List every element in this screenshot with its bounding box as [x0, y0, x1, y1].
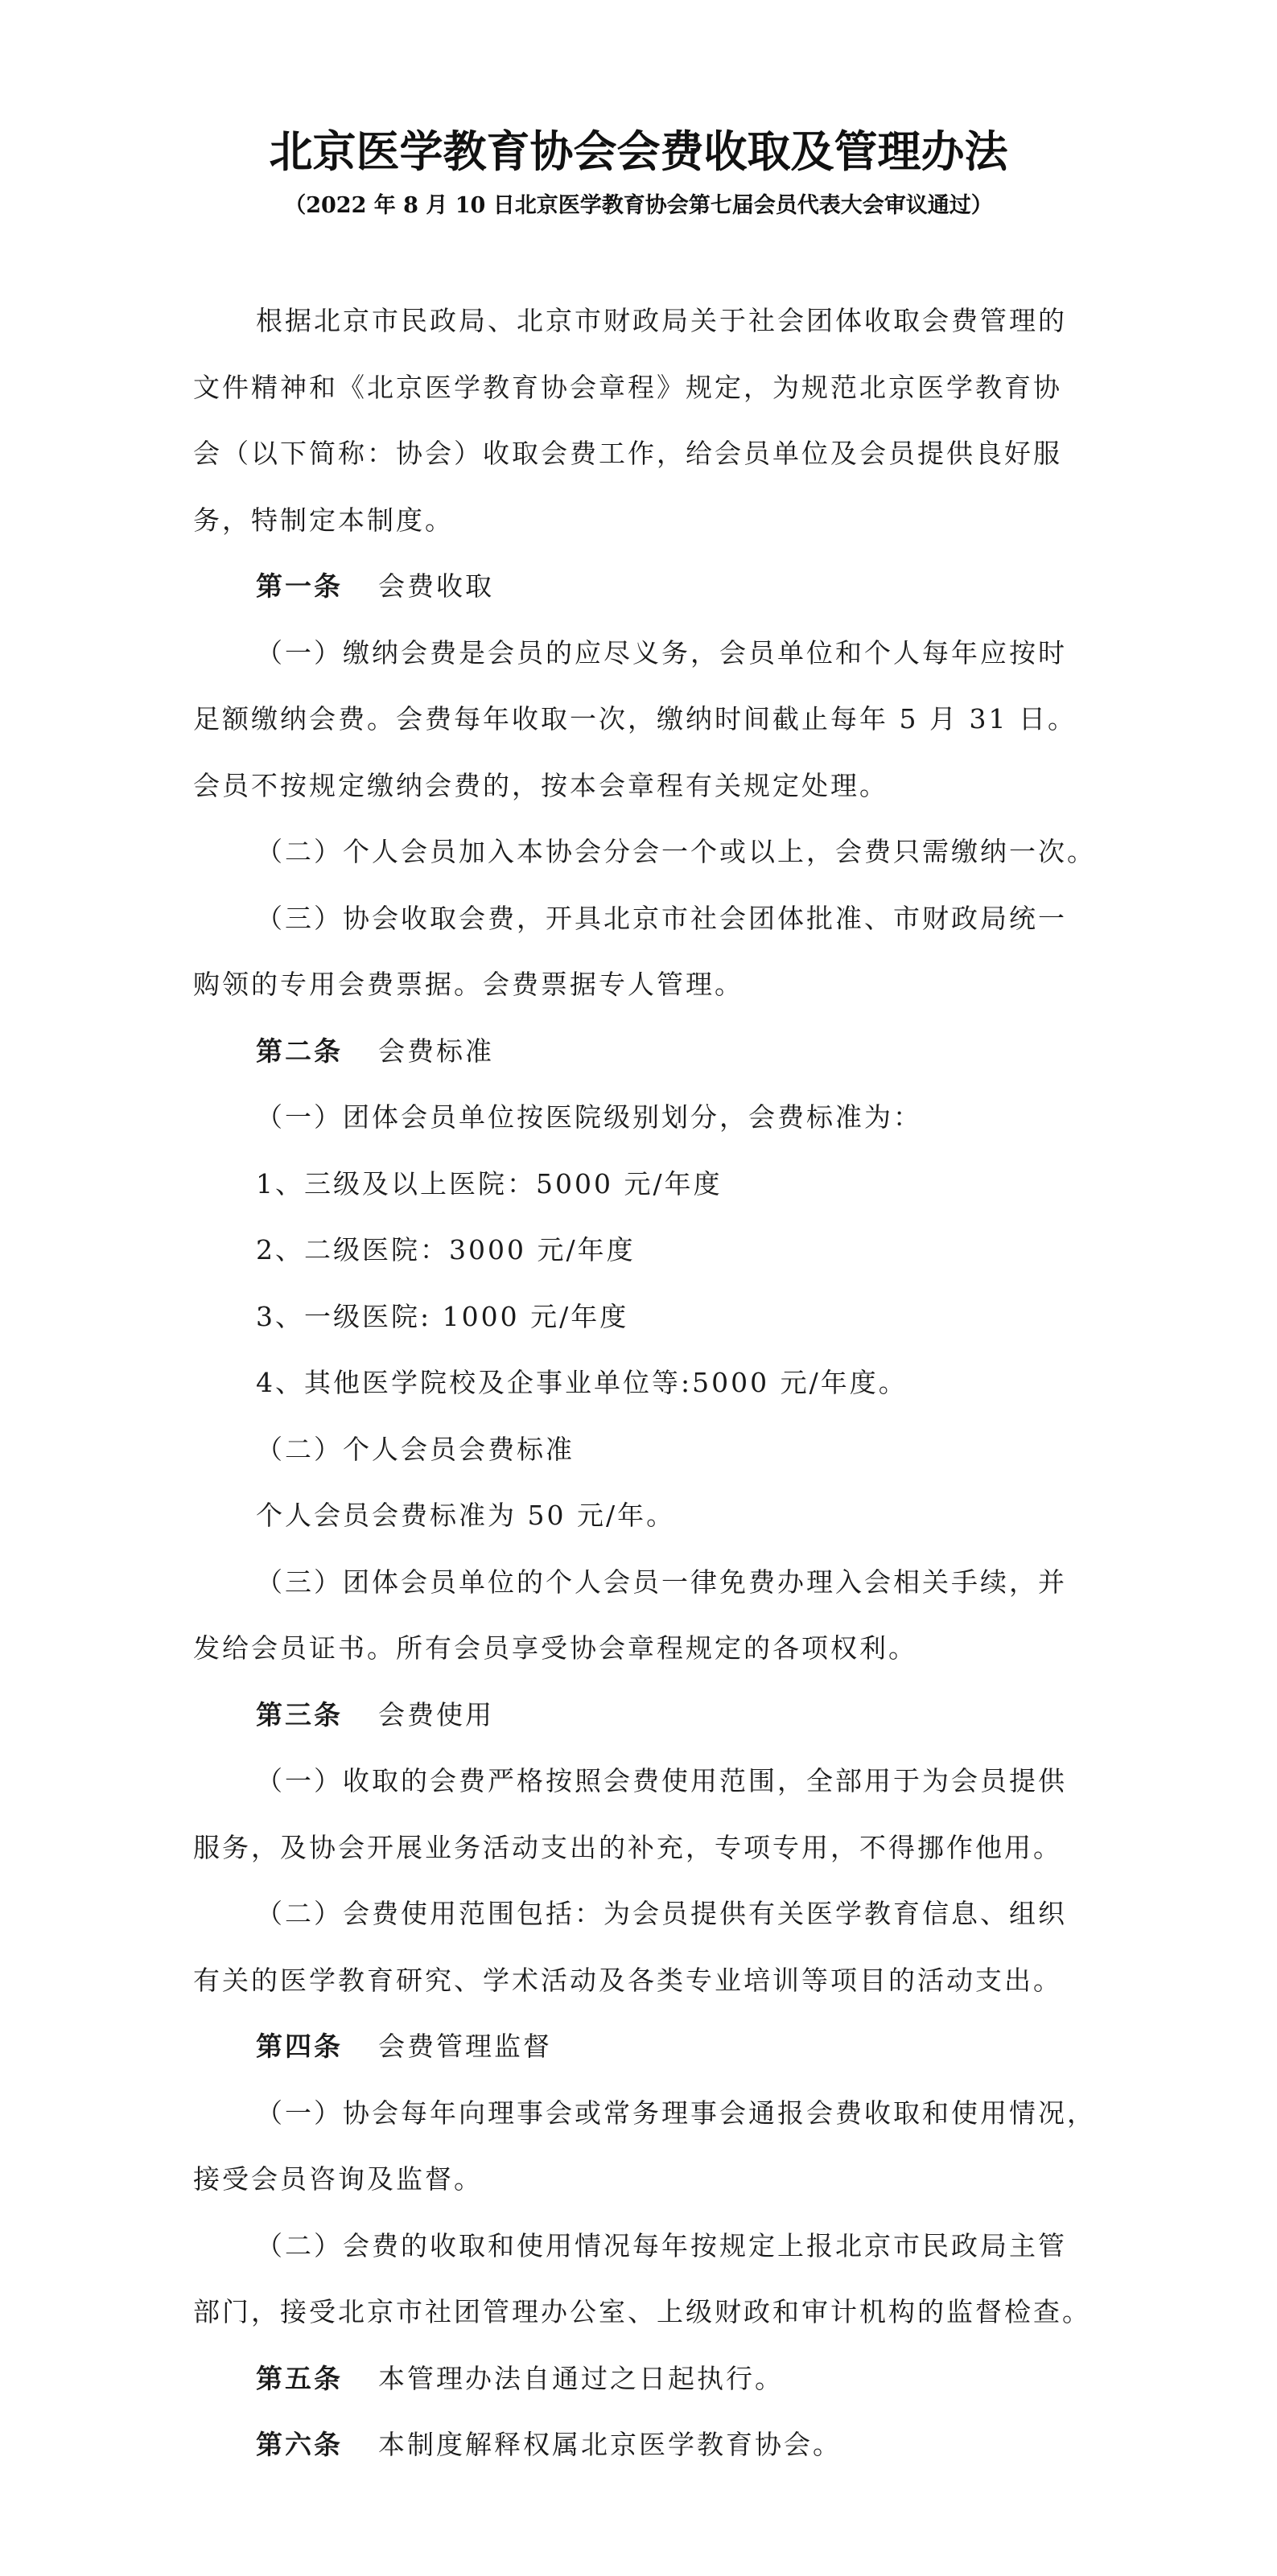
paragraph-line: 购领的专用会费票据。会费票据专人管理。: [193, 969, 744, 1000]
paragraph-line: 会员不按规定缴纳会费的，按本会章程有关规定处理。: [193, 769, 888, 801]
paragraph-line: 有关的医学教育研究、学术活动及各类专业培训等项目的活动支出。: [193, 1964, 1062, 1996]
paragraph-line: 1、三级及以上医院：5000 元/年度: [256, 1167, 723, 1200]
paragraph-line: （三）团体会员单位的个人会员一律免费办理入会相关手续，并: [256, 1566, 1067, 1598]
article-number: 第六条: [256, 2429, 343, 2460]
paragraph-line: （二）个人会员加入本协会分会一个或以上，会费只需缴纳一次。: [256, 836, 1096, 867]
article-heading: [193, 2412, 1094, 2479]
paragraph-line: （二）会费使用范围包括：为会员提供有关医学教育信息、组织: [256, 1898, 1067, 1929]
article-heading: [193, 1682, 1094, 1749]
article-number: 第四条: [256, 2031, 343, 2062]
article-number: 第三条: [256, 1698, 343, 1730]
article-number: 第一条: [256, 570, 343, 602]
paragraph-line: （二）会费的收取和使用情况每年按规定上报北京市民政局主管: [256, 2229, 1067, 2261]
paragraph-line: 个人会员会费标准为 50 元/年。: [256, 1500, 676, 1531]
paragraph-line: （一）团体会员单位按医院级别划分，会费标准为：: [256, 1101, 922, 1133]
paragraph-line: 发给会员证书。所有会员享受协会章程规定的各项权利。: [193, 1632, 917, 1664]
article-title: 会费标准: [378, 1035, 494, 1067]
paragraph-line: 足额缴纳会费。会费每年收取一次，缴纳时间截止每年 5 月 31 日。: [193, 703, 1077, 735]
document-body: [193, 288, 1094, 2479]
paragraph-line: 会（以下简称：协会）收取会费工作，给会员单位及会员提供良好服: [193, 438, 1062, 469]
paragraph-line: 文件精神和《北京医学教育协会章程》规定，为规范北京医学教育协: [193, 371, 1062, 403]
paragraph-line: 2、二级医院：3000 元/年度: [256, 1234, 636, 1265]
paragraph-line: 服务，及协会开展业务活动支出的补充，专项专用，不得挪作他用。: [193, 1831, 1062, 1863]
article-title: 会费收取: [378, 570, 494, 602]
document-subtitle: （2022 年 8 月 10 日北京医学教育协会第七届会员代表大会审议通过）: [284, 193, 993, 218]
paragraph-line: （一）协会每年向理事会或常务理事会通报会费收取和使用情况，: [256, 2097, 1096, 2129]
paragraph-line: 接受会员咨询及监督。: [193, 2163, 483, 2195]
article-title: 本管理办法自通过之日起执行。: [378, 2362, 784, 2394]
paragraph-line: （二）个人会员会费标准: [256, 1433, 575, 1465]
paragraph-line: （一）缴纳会费是会员的应尽义务，会员单位和个人每年应按时: [256, 636, 1067, 669]
article-heading: [193, 553, 1094, 620]
paragraph-line: （一）收取的会费严格按照会费使用范围，全部用于为会员提供: [256, 1765, 1067, 1796]
article-title: 会费管理监督: [378, 2031, 552, 2062]
article-heading: [193, 2346, 1094, 2413]
article-number: 第二条: [256, 1035, 343, 1067]
paragraph-line: （三）协会收取会费，开具北京市社会团体批准、市财政局统一: [256, 902, 1067, 934]
article-heading: [193, 1018, 1094, 1085]
document-title: 北京医学教育协会会费收取及管理办法: [269, 126, 1008, 177]
paragraph-line: 部门，接受北京市社团管理办公室、上级财政和审计机构的监督检查。: [193, 2296, 1091, 2327]
paragraph-line: 根据北京市民政局、北京市财政局关于社会团体收取会费管理的: [256, 305, 1067, 336]
article-heading: [193, 2014, 1094, 2080]
article-title: 本制度解释权属北京医学教育协会。: [378, 2429, 842, 2460]
paragraph-line: 3、一级医院: 1000 元/年度: [256, 1300, 629, 1332]
article-title: 会费使用: [378, 1698, 494, 1730]
paragraph-line: 4、其他医学院校及企事业单位等:5000 元/年度。: [256, 1367, 908, 1398]
paragraph-line: 务，特制定本制度。: [193, 504, 454, 536]
article-number: 第五条: [256, 2362, 343, 2394]
